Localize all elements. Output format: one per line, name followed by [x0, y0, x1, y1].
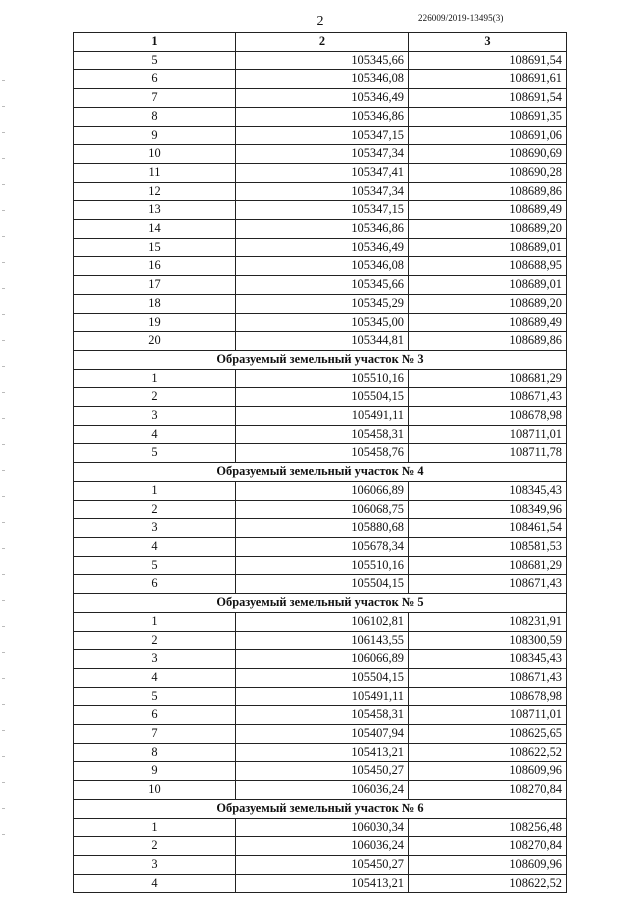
section-title-row	[74, 463, 567, 482]
x-coordinate-cell: 105880,68	[236, 519, 409, 538]
table-row	[74, 725, 567, 744]
x-coordinate-cell: 105510,16	[236, 369, 409, 388]
x-coordinate-cell: 106102,81	[236, 612, 409, 631]
y-coordinate-cell: 108581,53	[409, 537, 567, 556]
y-coordinate-cell: 108711,01	[409, 706, 567, 725]
x-coordinate-cell: 105344,81	[236, 332, 409, 351]
table-row	[74, 425, 567, 444]
point-number-cell: 19	[74, 313, 236, 332]
table-row	[74, 313, 567, 332]
point-number-cell: 4	[74, 425, 236, 444]
y-coordinate-cell: 108689,20	[409, 294, 567, 313]
table-row	[74, 238, 567, 257]
x-coordinate-cell: 105413,21	[236, 874, 409, 893]
point-number-cell: 3	[74, 519, 236, 538]
x-coordinate-cell: 105450,27	[236, 855, 409, 874]
x-coordinate-cell: 105347,15	[236, 201, 409, 220]
y-coordinate-cell: 108622,52	[409, 874, 567, 893]
point-number-cell: 15	[74, 238, 236, 257]
point-number-cell: 2	[74, 837, 236, 856]
table-row	[74, 294, 567, 313]
table-row	[74, 874, 567, 893]
x-coordinate-cell: 105346,86	[236, 107, 409, 126]
y-coordinate-cell: 108681,29	[409, 556, 567, 575]
point-number-cell: 17	[74, 276, 236, 295]
x-coordinate-cell: 106143,55	[236, 631, 409, 650]
y-coordinate-cell: 108689,49	[409, 313, 567, 332]
y-coordinate-cell: 108345,43	[409, 650, 567, 669]
point-number-cell: 2	[74, 500, 236, 519]
y-coordinate-cell: 108625,65	[409, 725, 567, 744]
table-row	[74, 500, 567, 519]
y-coordinate-cell: 108689,20	[409, 220, 567, 239]
point-number-cell: 7	[74, 89, 236, 108]
x-coordinate-cell: 105504,15	[236, 668, 409, 687]
table-row	[74, 182, 567, 201]
y-coordinate-cell: 108671,43	[409, 388, 567, 407]
point-number-cell: 4	[74, 537, 236, 556]
scan-edge-marks	[2, 80, 5, 860]
point-number-cell: 5	[74, 687, 236, 706]
point-number-cell: 8	[74, 107, 236, 126]
table-row	[74, 444, 567, 463]
table-row	[74, 706, 567, 725]
table-row	[74, 687, 567, 706]
point-number-cell: 2	[74, 631, 236, 650]
y-coordinate-cell: 108678,98	[409, 407, 567, 426]
y-coordinate-cell: 108349,96	[409, 500, 567, 519]
y-coordinate-cell: 108689,01	[409, 276, 567, 295]
x-coordinate-cell: 105504,15	[236, 575, 409, 594]
y-coordinate-cell: 108622,52	[409, 743, 567, 762]
y-coordinate-cell: 108461,54	[409, 519, 567, 538]
x-coordinate-cell: 106030,34	[236, 818, 409, 837]
table-row	[74, 89, 567, 108]
table-row	[74, 668, 567, 687]
point-number-cell: 10	[74, 145, 236, 164]
table-row	[74, 332, 567, 351]
table-row	[74, 276, 567, 295]
x-coordinate-cell: 105458,31	[236, 425, 409, 444]
y-coordinate-cell: 108256,48	[409, 818, 567, 837]
point-number-cell: 16	[74, 257, 236, 276]
x-coordinate-cell: 105346,49	[236, 89, 409, 108]
point-number-cell: 5	[74, 444, 236, 463]
x-coordinate-cell: 106068,75	[236, 500, 409, 519]
y-coordinate-cell: 108691,61	[409, 70, 567, 89]
column-header-y: 3	[409, 33, 567, 52]
point-number-cell: 6	[74, 706, 236, 725]
table-row	[74, 519, 567, 538]
x-coordinate-cell: 105346,08	[236, 70, 409, 89]
x-coordinate-cell: 106066,89	[236, 650, 409, 669]
table-row	[74, 407, 567, 426]
y-coordinate-cell: 108681,29	[409, 369, 567, 388]
section-title-row	[74, 799, 567, 818]
y-coordinate-cell: 108609,96	[409, 762, 567, 781]
coordinates-table-body	[74, 33, 567, 893]
point-number-cell: 2	[74, 388, 236, 407]
section-title-row	[74, 350, 567, 369]
x-coordinate-cell: 105504,15	[236, 388, 409, 407]
y-coordinate-cell: 108689,86	[409, 332, 567, 351]
table-row	[74, 612, 567, 631]
table-row	[74, 650, 567, 669]
x-coordinate-cell: 105345,66	[236, 276, 409, 295]
x-coordinate-cell: 105346,08	[236, 257, 409, 276]
point-number-cell: 18	[74, 294, 236, 313]
y-coordinate-cell: 108691,54	[409, 89, 567, 108]
table-row	[74, 481, 567, 500]
y-coordinate-cell: 108671,43	[409, 668, 567, 687]
table-row	[74, 201, 567, 220]
y-coordinate-cell: 108689,49	[409, 201, 567, 220]
point-number-cell: 10	[74, 781, 236, 800]
table-row	[74, 257, 567, 276]
x-coordinate-cell: 106036,24	[236, 837, 409, 856]
y-coordinate-cell: 108231,91	[409, 612, 567, 631]
table-row	[74, 126, 567, 145]
x-coordinate-cell: 105346,49	[236, 238, 409, 257]
table-row	[74, 631, 567, 650]
x-coordinate-cell: 105458,31	[236, 706, 409, 725]
table-row	[74, 781, 567, 800]
table-row	[74, 537, 567, 556]
x-coordinate-cell: 105345,00	[236, 313, 409, 332]
coordinates-table	[73, 32, 567, 893]
section-title: Образуемый земельный участок № 5	[74, 594, 567, 613]
x-coordinate-cell: 105347,41	[236, 163, 409, 182]
x-coordinate-cell: 106036,24	[236, 781, 409, 800]
y-coordinate-cell: 108270,84	[409, 781, 567, 800]
point-number-cell: 5	[74, 51, 236, 70]
y-coordinate-cell: 108689,01	[409, 238, 567, 257]
point-number-cell: 3	[74, 650, 236, 669]
column-header-point: 1	[74, 33, 236, 52]
point-number-cell: 6	[74, 70, 236, 89]
table-row	[74, 145, 567, 164]
y-coordinate-cell: 108711,78	[409, 444, 567, 463]
x-coordinate-cell: 105678,34	[236, 537, 409, 556]
table-row	[74, 51, 567, 70]
point-number-cell: 1	[74, 612, 236, 631]
point-number-cell: 11	[74, 163, 236, 182]
point-number-cell: 9	[74, 126, 236, 145]
x-coordinate-cell: 105346,86	[236, 220, 409, 239]
y-coordinate-cell: 108609,96	[409, 855, 567, 874]
point-number-cell: 9	[74, 762, 236, 781]
section-title: Образуемый земельный участок № 6	[74, 799, 567, 818]
y-coordinate-cell: 108690,28	[409, 163, 567, 182]
table-row	[74, 388, 567, 407]
y-coordinate-cell: 108270,84	[409, 837, 567, 856]
x-coordinate-cell: 105491,11	[236, 687, 409, 706]
x-coordinate-cell: 105413,21	[236, 743, 409, 762]
table-row	[74, 70, 567, 89]
point-number-cell: 5	[74, 556, 236, 575]
table-row	[74, 762, 567, 781]
table-row	[74, 107, 567, 126]
table-row	[74, 556, 567, 575]
table-row	[74, 369, 567, 388]
section-title-row	[74, 594, 567, 613]
x-coordinate-cell: 105510,16	[236, 556, 409, 575]
y-coordinate-cell: 108688,95	[409, 257, 567, 276]
table-row	[74, 163, 567, 182]
table-row	[74, 818, 567, 837]
y-coordinate-cell: 108711,01	[409, 425, 567, 444]
y-coordinate-cell: 108300,59	[409, 631, 567, 650]
y-coordinate-cell: 108691,06	[409, 126, 567, 145]
table-row	[74, 575, 567, 594]
point-number-cell: 3	[74, 855, 236, 874]
table-row	[74, 220, 567, 239]
y-coordinate-cell: 108691,54	[409, 51, 567, 70]
table-row	[74, 743, 567, 762]
y-coordinate-cell: 108691,35	[409, 107, 567, 126]
point-number-cell: 7	[74, 725, 236, 744]
point-number-cell: 1	[74, 818, 236, 837]
point-number-cell: 13	[74, 201, 236, 220]
x-coordinate-cell: 105347,15	[236, 126, 409, 145]
page-number: 2	[316, 14, 324, 29]
section-title: Образуемый земельный участок № 3	[74, 350, 567, 369]
y-coordinate-cell: 108689,86	[409, 182, 567, 201]
y-coordinate-cell: 108678,98	[409, 687, 567, 706]
column-header-x: 2	[236, 33, 409, 52]
x-coordinate-cell: 105347,34	[236, 182, 409, 201]
point-number-cell: 6	[74, 575, 236, 594]
table-header-row	[74, 33, 567, 52]
point-number-cell: 1	[74, 369, 236, 388]
document-id: 226009/2019-13495(3)	[418, 13, 504, 23]
y-coordinate-cell: 108671,43	[409, 575, 567, 594]
x-coordinate-cell: 105450,27	[236, 762, 409, 781]
x-coordinate-cell: 105347,34	[236, 145, 409, 164]
x-coordinate-cell: 105345,66	[236, 51, 409, 70]
x-coordinate-cell: 105407,94	[236, 725, 409, 744]
point-number-cell: 4	[74, 668, 236, 687]
x-coordinate-cell: 105491,11	[236, 407, 409, 426]
point-number-cell: 8	[74, 743, 236, 762]
point-number-cell: 20	[74, 332, 236, 351]
table-row	[74, 837, 567, 856]
x-coordinate-cell: 105345,29	[236, 294, 409, 313]
point-number-cell: 4	[74, 874, 236, 893]
point-number-cell: 12	[74, 182, 236, 201]
x-coordinate-cell: 105458,76	[236, 444, 409, 463]
point-number-cell: 1	[74, 481, 236, 500]
point-number-cell: 14	[74, 220, 236, 239]
x-coordinate-cell: 106066,89	[236, 481, 409, 500]
y-coordinate-cell: 108690,69	[409, 145, 567, 164]
y-coordinate-cell: 108345,43	[409, 481, 567, 500]
point-number-cell: 3	[74, 407, 236, 426]
section-title: Образуемый земельный участок № 4	[74, 463, 567, 482]
table-row	[74, 855, 567, 874]
